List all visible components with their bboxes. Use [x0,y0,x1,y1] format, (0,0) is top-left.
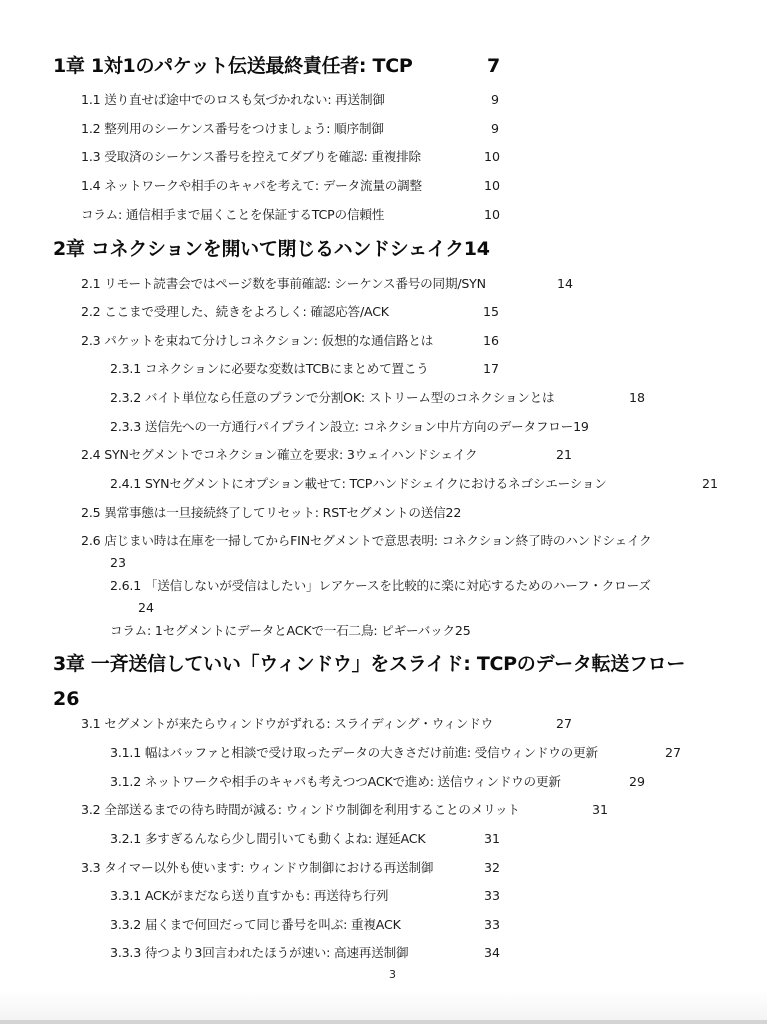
toc-column-1-page: 10 [484,207,501,222]
toc-entry-2-2[interactable]: 2.2 ここまで受理した、続きをよろしく: 確認応答/ACK [81,304,389,319]
page-number: 3 [389,968,396,981]
toc-entry-3-2-1-page: 31 [484,831,501,846]
toc-entry-3-1-page: 27 [556,716,573,731]
toc-entry-2-3-2-page: 18 [629,390,646,405]
toc-entry-2-3-1[interactable]: 2.3.1 コネクションに必要な変数はTCBにまとめて置こう [110,361,429,376]
toc-column-1[interactable]: コラム: 通信相手まで届くことを保証するTCPの信頼性 [81,207,385,222]
toc-entry-2-5-page: 22 [445,505,462,520]
toc-entry-3-2-page: 31 [592,802,609,817]
toc-column-2-title: コラム: 1セグメントにデータとACKで一石二鳥: ピギーバック [110,623,455,638]
toc-entry-2-2-page: 15 [483,304,500,319]
toc-entry-2-6-1[interactable]: 2.6.1 「送信しないが受信はしたい」レアケースを比較的に楽に対応するためのハーフ・クローズ [110,578,651,593]
toc-entry-3-3-2[interactable]: 3.3.2 届くまで何回だって同じ番号を叫ぶ: 重複ACK [110,917,401,932]
page-edge-divider [0,1020,767,1024]
toc-entry-2-3-3-page: 19 [573,419,589,434]
toc-entry-2-1[interactable]: 2.1 リモート読書会ではページ数を事前確認: シーケンス番号の同期/SYN [81,276,486,291]
toc-entry-3-2-1[interactable]: 3.2.1 多すぎるんなら少し間引いても動くよね: 遅延ACK [110,831,426,846]
toc-entry-2-6[interactable]: 2.6 店じまい時は在庫を一掃してからFINセグメントで意思表明: コネクション終了時のハンドシェイク [81,533,652,548]
toc-entry-1-2[interactable]: 1.2 整列用のシーケンス番号をつけましょう: 順序制御 [81,121,384,136]
toc-entry-1-4-page: 10 [484,178,501,193]
toc-entry-3-3-1[interactable]: 3.3.1 ACKがまだなら送り直すかも: 再送待ち行列 [110,888,389,903]
toc-entry-2-6-page: 23 [110,555,127,570]
toc-entry-1-3-page: 10 [484,149,501,164]
toc-entry-3-1-2-page: 29 [629,774,646,789]
toc-entry-3-1-1-page: 27 [665,745,682,760]
toc-chapter-3-page: 26 [53,688,80,710]
toc-chapter-2[interactable] [53,240,490,259]
toc-entry-3-3[interactable]: 3.3 タイマー以外も使います: ウィンドウ制御における再送制御 [81,860,434,875]
toc-entry-1-1[interactable]: 1.1 送り直せば途中でのロスも気づかれない: 再送制御 [81,92,385,107]
toc-entry-1-1-page: 9 [491,92,500,107]
toc-entry-3-1-1[interactable]: 3.1.1 幅はバッファと相談で受け取ったデータの大きさだけ前進: 受信ウィンドウの更新 [110,745,598,760]
toc-entry-1-2-page: 9 [491,121,500,136]
toc-entry-3-1-2[interactable]: 3.1.2 ネットワークや相手のキャパも考えつつACKで進め: 送信ウィンドウの更新 [110,774,561,789]
toc-entry-3-3-3[interactable]: 3.3.3 待つより3回言われたほうが速い: 高速再送制御 [110,945,409,960]
toc-entry-3-3-3-page: 34 [484,945,501,960]
toc-chapter-2-page: 14 [463,238,490,260]
toc-entry-3-3-page: 32 [484,860,501,875]
toc-entry-2-3-3[interactable] [110,421,589,434]
toc-entry-2-4-page: 21 [556,447,573,462]
toc-entry-2-3[interactable]: 2.3 パケットを束ねて分けしコネクション: 仮想的な通信路とは [81,333,434,348]
toc-entry-3-3-1-page: 33 [484,888,501,903]
toc-entry-2-5[interactable] [81,507,461,520]
toc-entry-3-1[interactable]: 3.1 セグメントが来たらウィンドウがずれる: スライディング・ウィンドウ [81,716,494,731]
toc-chapter-3[interactable]: 3章 一斉送信していい「ウィンドウ」をスライド: TCPのデータ転送フロー [53,653,686,675]
toc-entry-2-3-2[interactable]: 2.3.2 バイト単位なら任意のプランで分割OK: ストリーム型のコネクションとは [110,390,555,405]
toc-entry-2-1-page: 14 [557,276,574,291]
toc-chapter-1[interactable]: 1章 1対1のパケット伝送最終責任者: TCP [53,55,413,77]
toc-entry-2-3-page: 16 [483,333,500,348]
toc-entry-3-3-2-page: 33 [484,917,501,932]
toc-entry-2-4-1[interactable]: 2.4.1 SYNセグメントにオプション載せて: TCPハンドシェイクにおけるネゴシエーション [110,476,607,491]
toc-chapter-1-page: 7 [487,55,501,77]
toc-entry-2-4[interactable]: 2.4 SYNセグメントでコネクション確立を要求: 3ウェイハンドシェイク [81,447,478,462]
toc-chapter-2-title: 2章 コネクションを開いて閉じるハンドシェイク [53,238,464,260]
toc-entry-2-4-1-page: 21 [702,476,719,491]
toc-entry-2-3-1-page: 17 [483,361,500,376]
toc-column-2[interactable] [110,625,471,638]
toc-entry-2-6-1-page: 24 [138,600,155,615]
toc-entry-3-2[interactable]: 3.2 全部送るまでの待ち時間が減る: ウィンドウ制御を利用することのメリット [81,802,520,817]
toc-entry-1-4[interactable]: 1.4 ネットワークや相手のキャパを考えて: データ流量の調整 [81,178,422,193]
page-bottom-shade [0,990,767,1020]
toc-entry-2-5-title: 2.5 異常事態は一旦接続終了してリセット: RSTセグメントの送信 [81,505,446,520]
toc-entry-2-3-3-title: 2.3.3 送信先への一方通行パイプライン設立: コネクション中片方向のデータフロー [110,419,574,434]
toc-entry-1-3[interactable]: 1.3 受取済のシーケンス番号を控えてダブりを確認: 重複排除 [81,149,421,164]
toc-column-2-page: 25 [454,623,471,638]
